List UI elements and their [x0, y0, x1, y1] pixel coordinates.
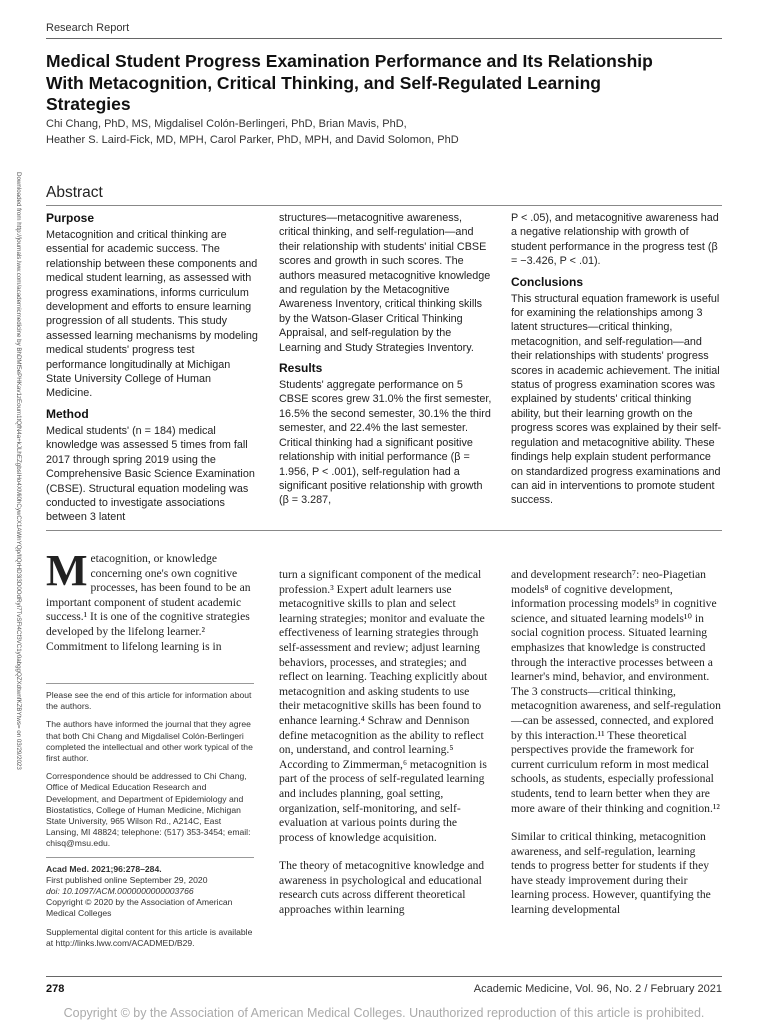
note-correspondence: Correspondence should be addressed to Chi Chang, Office of Medical Education Research and Development, and Department of Epidemiology and Biostatistics, College of Human Medicine, Michigan State University, 965 Wilson Rd., A214C, East Lansing, MI 48824; telephone: (517) 353-3454; email: chisq@msu.edu. [46, 771, 251, 849]
abstract-rule [46, 205, 722, 206]
conclusions-heading: Conclusions [511, 274, 584, 289]
intro-text: etacognition, or knowledge concerning one's own cognitive processes, has been found to be an important component of student academic success.¹ It is one of the cognitive strategies developed by the lifelong learner.² Commitment to lifelong learning is in [46, 552, 251, 653]
abstract-bottom-rule [46, 530, 722, 531]
results-text-continued: P < .05), and metacognitive awareness had a negative relationship with growth of student performance in the progress test (β = −3.426, P < .01). [511, 212, 719, 268]
body-paragraph: Similar to critical thinking, metacognition awareness, and self-regulation, learning tends to progress better for students if they have steady improvement during their learning process. However, quantifying the learning developmental [511, 830, 711, 917]
abstract-heading: Abstract [46, 184, 103, 201]
article-title: Medical Student Progress Examination Performance and Its Relationship With Metacognition, Critical Thinking, and Self-Regulated Learning Strategies [46, 51, 653, 114]
body-paragraph: turn a significant component of the medical profession.³ Expert adult learners use metacognitive skills to plan and select learning strategies; monitor and evaluate the effectiveness of learning strategies through self-assessment and review; adjust learning behaviors, processes, and strategies; and reflect on learning. Teaching explicitly about metacognition and asking students to use their metacognitive skills has been found to enhance learning.⁴ Schraw and Dennison define metacognition as the ability to reflect on, understand, and control learning.⁵ According to Zimmerman,⁶ metacognition is part of the process of self-regulated learning and includes planning, goal setting, organization, self-monitoring, and self-evaluation at various points during the process of knowledge acquisition. [279, 568, 488, 844]
purpose-text: Metacognition and critical thinking are essential for academic success. The relationship between these components and medical student learning, as assessed with progress examinations, informs curriculum development and efforts to ensure learning progression of all students. This study assessed learning mechanisms by modeling medical students' progress test performance longitudinally at Michigan State University College of Human Medicine. [46, 229, 258, 400]
method-text-continued: structures—metacognitive awareness, critical thinking, and self-regulation—and their relationship with students' initial CBSE scores and growth in such scores. The authors measured metacognitive knowledge and regulation by the Metacognitive Awareness Inventory, critical thinking skills by the Watson-Glaser Critical Thinking Appraisal, and self-regulation by the Learning and Study Strategies Inventory. [279, 212, 491, 354]
doi-link[interactable]: doi: 10.1097/ACM.0000000000003766 [46, 886, 194, 897]
section-label: Research Report [46, 22, 130, 34]
abstract-column-3 [511, 211, 722, 514]
note-first-author: The authors have informed the journal that they agree that both Chi Chang and Migdalisel Colón-Berlingeri completed the intellectual and other work typical of the first author. [46, 719, 253, 764]
method-heading: Method [46, 406, 89, 421]
citation [46, 864, 254, 875]
results-text: Students' aggregate performance on 5 CBSE scores grew 31.0% the first semester, 16.5% the second semester, 30.1% the third semester, and 22.4% the last semester. Critical thinking had a significant positive relationship with initial performance (β = 1.956, P < .001), self-regulation had a significant positive relationship with growth (β = 3.287, [279, 379, 492, 507]
results-heading: Results [279, 361, 323, 376]
supplemental-note: Supplemental digital content for this article is available at http://links.lww.com/ACADMED/B29. [46, 926, 253, 948]
authors-line-2: Heather S. Laird-Fick, MD, MPH, Carol Parker, PhD, MPH, and David Solomon, PhD [46, 134, 459, 146]
drop-cap: M [46, 546, 88, 595]
method-text: Medical students' (n = 184) medical knowledge was assessed 5 times from fall 2017 through spring 2019 using the Comprehensive Basic Science Examination (CBSE). Structural equation modeling was conducted to investigate associations between 3 latent [46, 424, 255, 524]
body-column-1 [46, 546, 258, 654]
body-paragraph: and development research⁷: neo-Piagetian models⁸ of cognitive development, information processing models⁹ in cognitive science, and situated learning models¹⁰ in social cognition process. Situated learning emphasizes that knowledge is constructed through the interactive processes between a learner's mind, behavior, and environment. The 3 constructs—critical thinking, metacognition awareness, and self-regulation—can be assessed, connected, and explored by this interaction.¹¹ These theoretical perspectives provide the framework for current curriculum reform in most medical schools, as students, especially professional students, tend to learn better when they are more aware of their thinking and cognition.¹² [511, 568, 721, 815]
copyright-note: Copyright © 2020 by the Association of American Medical Colleges [46, 897, 233, 919]
download-watermark-text: Downloaded from http://journals.lww.com/academicmedicine by BhDMf5ePHKav1zEoum1tQfN4a+kJLhEZgbsIHo4XMi0hCywCX1AWnYQp/IlQrHD3i3D0OdRyi7TvSFl4Cf3VC1y0abggQZXdtwnfKZBYtws= on 03/29/2023 [15, 172, 22, 770]
author-list [46, 116, 706, 148]
published-date: First published online September 29, 2020 [46, 874, 208, 885]
citation-label: Acad Med. 2021;96:278–284. [46, 863, 162, 874]
body-column-3 [511, 568, 722, 918]
note-authors-info: Please see the end of this article for information about the authors. [46, 690, 252, 712]
journal-footer: Academic Medicine, Vol. 96, No. 2 / February 2021 [473, 983, 722, 995]
page-number: 278 [46, 983, 65, 995]
intro-paragraph [46, 546, 258, 654]
article-notes [46, 689, 254, 956]
conclusions-text: This structural equation framework is useful for examining the relationships among 3 latent structures—critical thinking, metacognition, and self-regulation—and their relationships with students' progress scores in academic achievement. The initial status of progress examination scores was explained by students' critical thinking ability, but their learning growth on the progress scores was explained by their self-regulation and metacognitive ability. These findings help explain student performance on standardized progress examinations and can aid in interventions to promote student success. [511, 292, 722, 507]
notes-rule-2 [46, 857, 254, 858]
body-column-2 [279, 568, 493, 918]
copyright-watermark: Copyright © by the Association of American Medical Colleges. Unauthorized reproduction of this article is prohibited. [63, 1006, 705, 1020]
abstract-column-1 [46, 211, 258, 531]
purpose-heading: Purpose [46, 211, 95, 225]
authors-line-1: Chi Chang, PhD, MS, Migdalisel Colón-Berlingeri, PhD, Brian Mavis, PhD, [46, 118, 407, 130]
footer-rule [46, 976, 722, 977]
body-paragraph: The theory of metacognitive knowledge and awareness in psychological and educational research cuts across different theoretical approaches within learning [279, 859, 485, 917]
notes-rule [46, 683, 254, 684]
abstract-column-2 [279, 211, 493, 514]
download-watermark [4, 172, 44, 770]
top-rule [46, 38, 722, 39]
